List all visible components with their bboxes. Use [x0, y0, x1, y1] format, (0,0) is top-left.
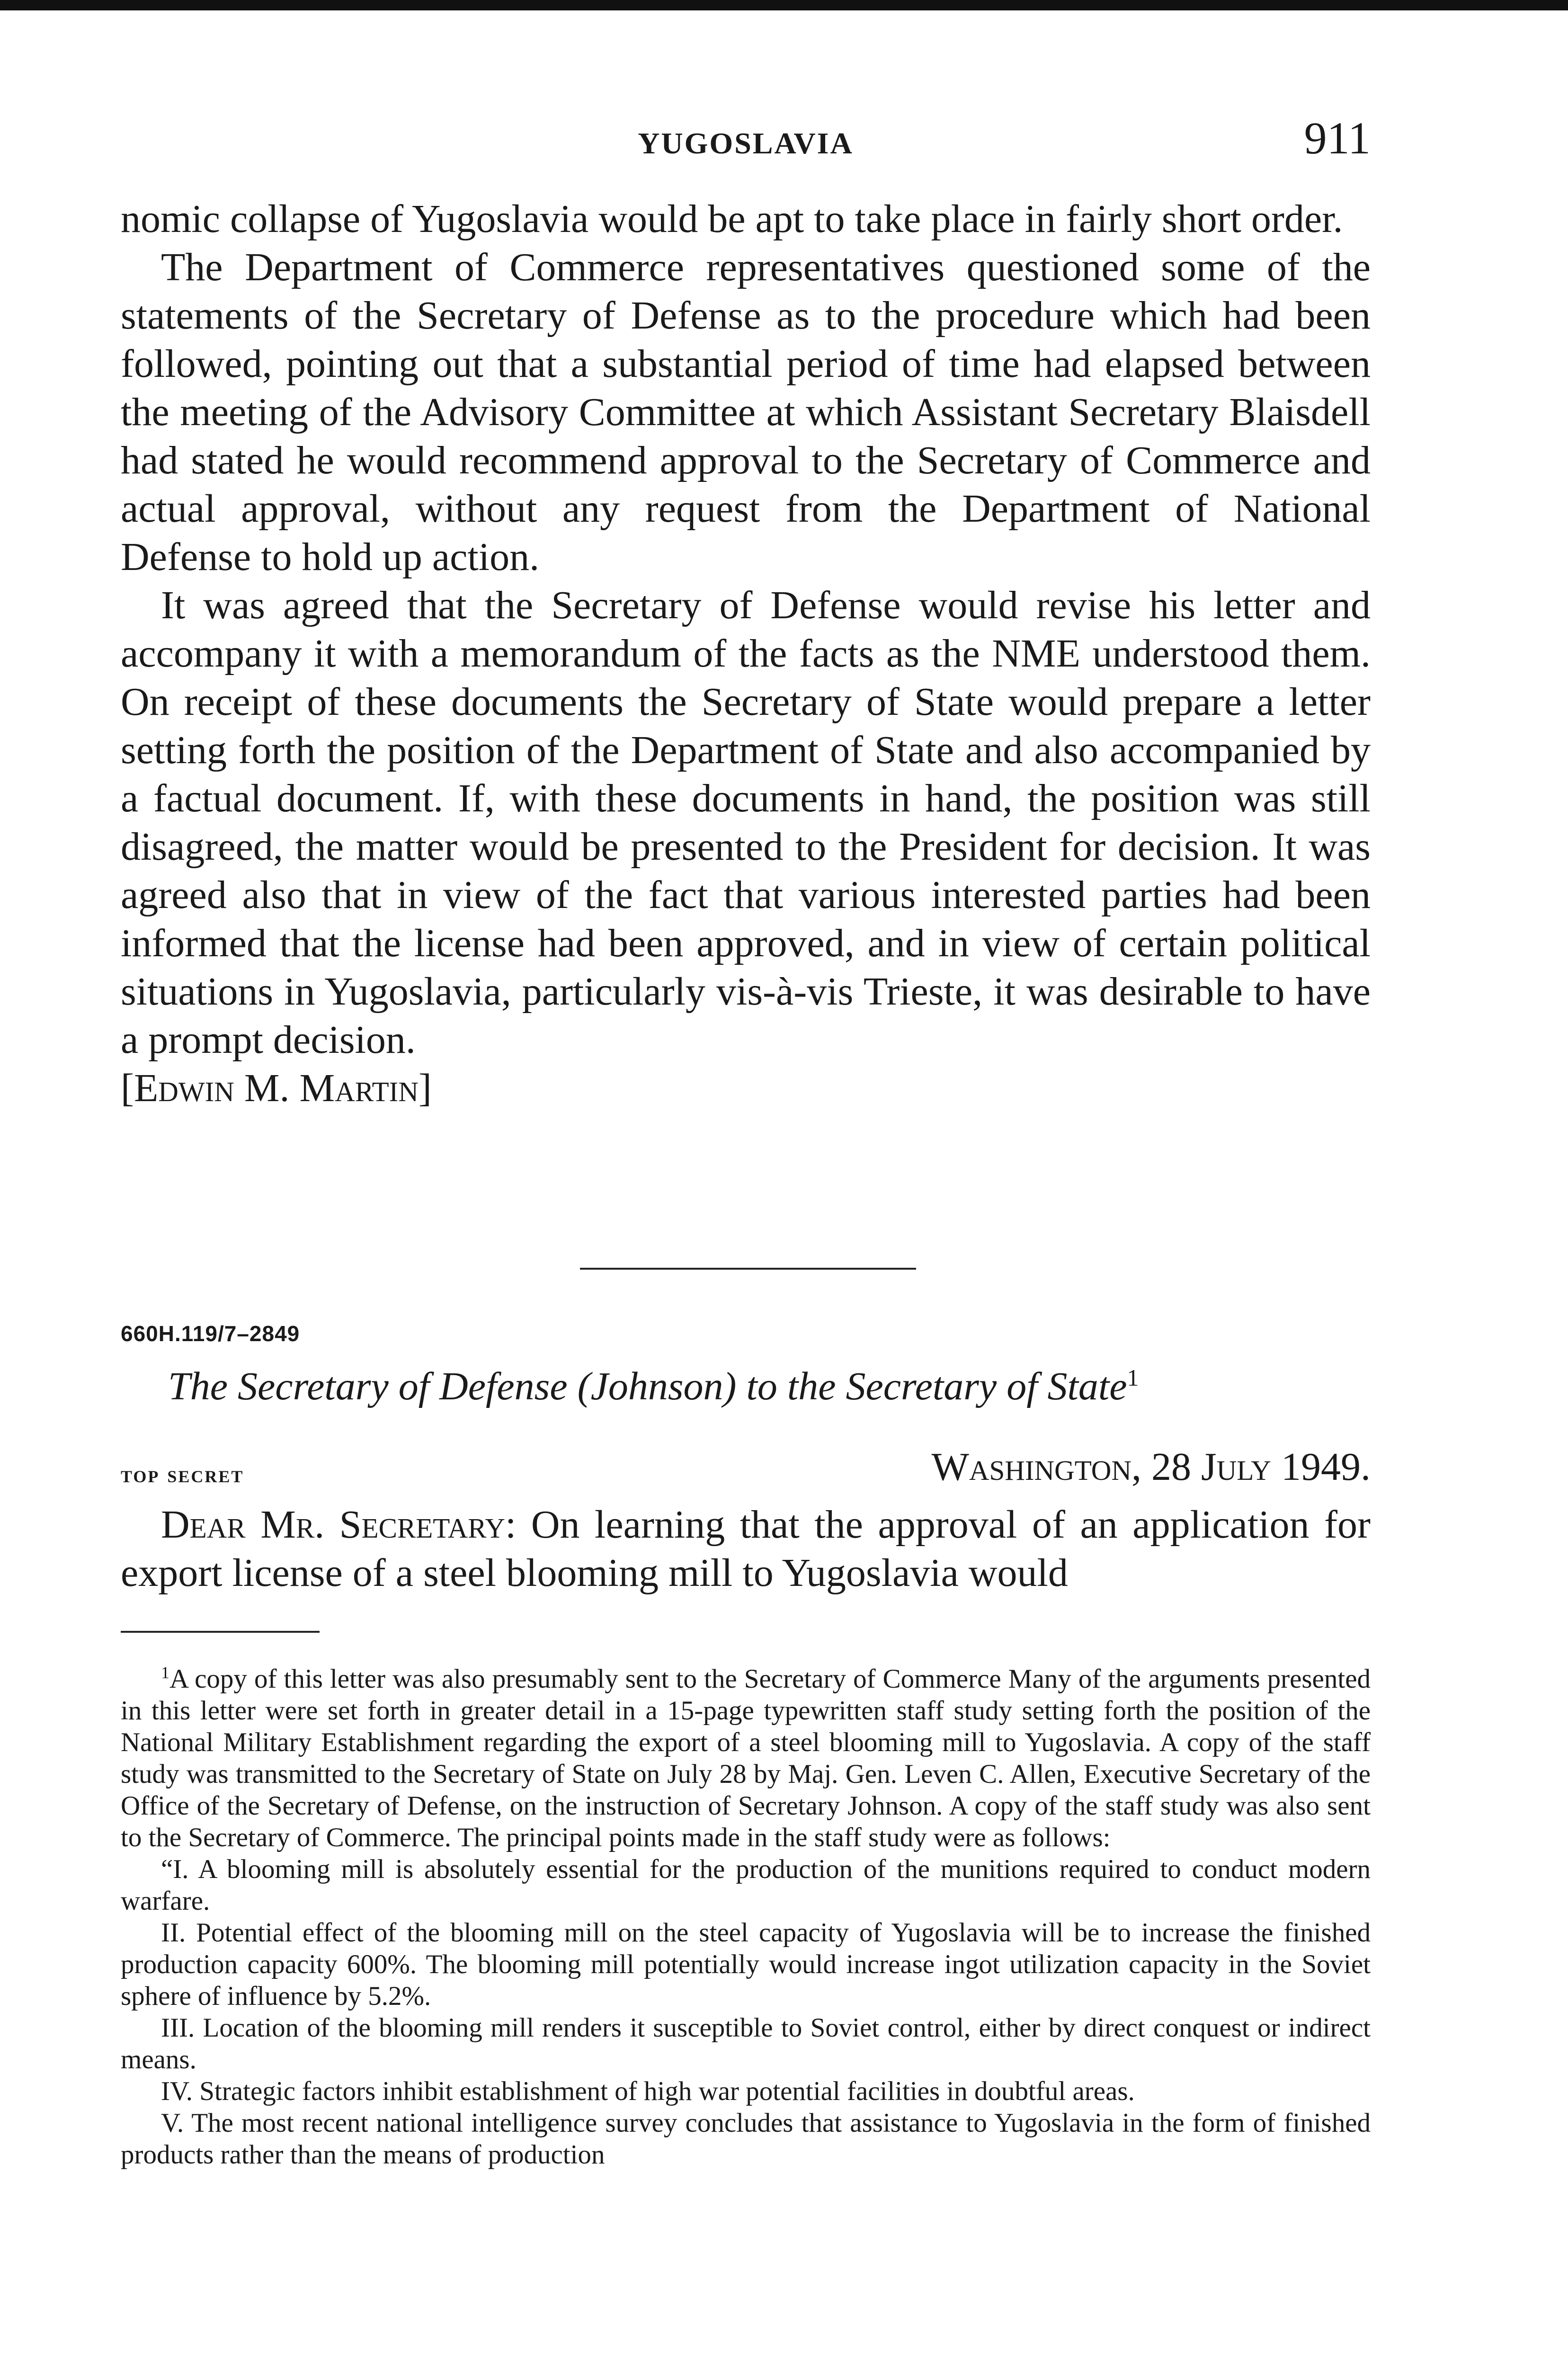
- footnote-rule: [121, 1631, 320, 1633]
- salutation: Dear Mr. Secretary:: [161, 1503, 517, 1547]
- letter-opening-text: On learning that the approval of an application for export license of a steel blooming mill to Yugoslavia would: [121, 1503, 1371, 1595]
- body-text: [121, 195, 1371, 1112]
- document-title-text: The Secretary of Defense (Johnson) to the Secretary of State: [168, 1364, 1127, 1408]
- file-number: 660H.119/7–2849: [121, 1321, 300, 1346]
- footnote-intro: [121, 1657, 1371, 1853]
- footnote-point-2: II. Potential effect of the blooming mill on the steel capacity of Yugoslavia will be to increase the finished production capacity 600%. The blooming mill potentially would increase ingot utilization capacity in the Soviet sphere of influence by 5.2%.: [121, 1918, 1371, 2011]
- footnotes: [121, 1657, 1371, 2171]
- signature: [Edwin M. Martin]: [121, 1066, 432, 1110]
- running-title: YUGOSLAVIA: [638, 126, 854, 160]
- document-title: [168, 1363, 1371, 1409]
- footnote-point-4: IV. Strategic factors inhibit establishment of high war potential facilities in doubtful areas.: [161, 2076, 1135, 2106]
- footnote-point-5: V. The most recent national intelligence survey concludes that assistance to Yugoslavia in the form of finished products rather than the means of production: [121, 2108, 1371, 2170]
- paragraph-agreement: It was agreed that the Secretary of Defense would revise his letter and accompany it with a memorandum of the facts as the NME understood them. On receipt of these documents the Secretary of State would prepare a letter setting forth the position of the Department of State and also accompanied by a factual document. If, with these documents in hand, the position was still disagreed, the matter would be presented to the President for decision. It was agreed also that in view of the fact that various interested parties had been informed that the license had been approved, and in view of certain political situations in Yugoslavia, particularly vis-à-vis Trieste, it was desirable to have a prompt decision.: [121, 583, 1371, 1062]
- running-header: [121, 112, 1371, 169]
- page-number: 911: [1304, 113, 1371, 163]
- section-divider: [580, 1268, 916, 1270]
- classification-marking: top secret: [121, 1461, 244, 1488]
- dateline-row: [121, 1444, 1371, 1496]
- paragraph-continuation: nomic collapse of Yugoslavia would be apt to take place in fairly short order.: [121, 197, 1343, 241]
- footnote-marker: 1: [161, 1663, 169, 1682]
- footnote-reference: 1: [1127, 1364, 1139, 1391]
- footnote-point-3: III. Location of the blooming mill renders it susceptible to Soviet control, either by direct conquest or indirect means.: [121, 2013, 1371, 2074]
- letter-opening: [121, 1501, 1371, 1597]
- dateline: Washington, 28 July 1949.: [931, 1445, 1371, 1489]
- footnote-point-1: “I. A blooming mill is absolutely essential for the production of the munitions required to conduct modern warfare.: [121, 1854, 1371, 1916]
- scan-edge-bar: [0, 0, 1568, 10]
- paragraph-commerce: The Department of Commerce representatives questioned some of the statements of the Secretary of Defense as to the procedure which had been followed, pointing out that a substantial period of time had elapsed between the meeting of the Advisory Committee at which Assistant Secretary Blaisdell had stated he would recommend approval to the Secretary of Commerce and actual approval, without any request from the Department of National Defense to hold up action.: [121, 245, 1371, 579]
- footnote-intro-text: A copy of this letter was also presumably sent to the Secretary of Commerce Many of the arguments presented in this letter were set forth in greater detail in a 15-page typewritten staff study setting forth the position of the National Military Establishment regarding the export of a steel blooming mill to Yugoslavia. A copy of the staff study was transmitted to the Secretary of State on July 28 by Maj. Gen. Leven C. Allen, Executive Secretary of the Office of the Secretary of Defense, on the instruction of Secretary Johnson. A copy of the staff study was also sent to the Secretary of Commerce. The principal points made in the staff study were as follows:: [121, 1664, 1371, 1852]
